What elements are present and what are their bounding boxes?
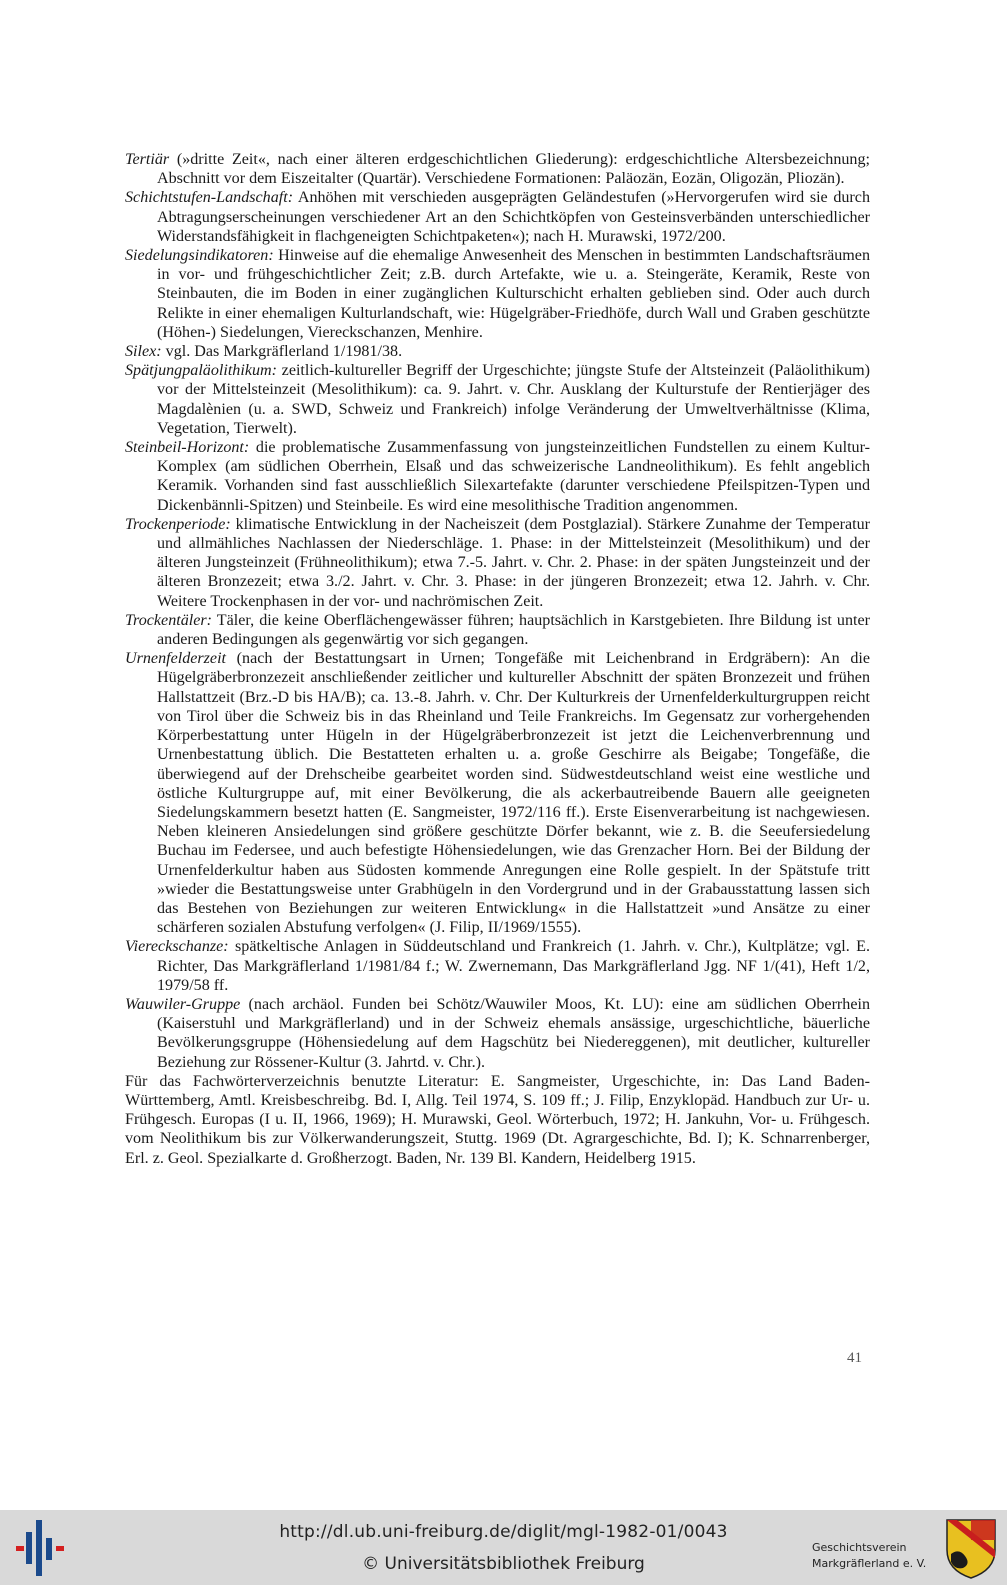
glossary-entry (125, 361, 870, 438)
literature-note: Für das Fachwörterverzeichnis benutzte Literatur: E. Sangmeister, Urgeschichte, in: Das Land Baden-Württemberg, Amtl. Kreisbeschreibg. Bd. I, Allg. Teil 1974, S. 109 ff.; J. Filip, Enzyklopäd. Handbuch zur Ur- u. Frühgesch. Europas (I u. II, 1966, 1969); H. Murawski, Geol. Wörterbuch, 1972; H. Jankuhn, Vor- u. Frühgesch. vom Neolithikum bis zur Völkerwanderungszeit, Stuttg. 1969 (Dt. Agrargeschichte, Bd. I); K. Schnarrenberger, Erl. z. Geol. Spezialkarte d. Großherzogt. Baden, Nr. 139 Bl. Kandern, Heidelberg 1915. (125, 1072, 870, 1167)
entry-term: Silex: (125, 343, 162, 361)
entry-text: (nach der Bestattungsart in Urnen; Tongefäße mit Leichenbrand in Erdgräbern): An die Hügelgräberbronzezeit anschließender zeitlicher und kultureller Abschnitt der späten Bronzezeit und frühen Hallstattzeit (Brz.-D bis HA/B); ca. 13.-8. Jahrh. v. Chr. Der Kulturkreis der Urnenfelderkulturgruppen reicht von Tirol über die Schweiz bis in das Rheinland und Teile Frankreichs. Im Gegensatz zur vorhergehenden Körperbestattung unter Hügeln in der Hügelgräberbronzezeit ist jetzt die Leichenverbrennung und Urnenbestattung üblich. Die Bestatteten erhalten u. a. große Geschirre als Beigabe; Tongefäße, die überwiegend auf der Drehscheibe gearbeitet worden sind. Südwestdeutschland weist eine westliche und östliche Kulturgruppe auf, mit einer Bevölkerung, die als ackerbautreibende Bauern alle geeigneten Siedelungskammern besetzt hatten (E. Sangmeister, 1972/116 ff.). Erste Eisenverarbeitung ist nachgewiesen. Neben kleineren Ansiedelungen sind größere geschützte Dörfer bekannt, wie z. B. die Seeufersiedelung Buchau im Federsee, und auch befestigte Höhensiedelungen, wie das Grenzacher Horn. Bei der Bildung der Urnenfelderkultur haben aus Südosten kommende Anregungen eine Rolle gespielt. In der Spätstufe tritt »wieder die Bestattungsweise unter Grabhügeln in den Vordergrund und in der Grabausstattung lassen sich das Bestehen von Beziehungen zur weiteren Entwicklung« in die Hallstattzeit »und Ansätze zu einer schärferen sozialen Abstufung verfolgen« (J. Filip, II/1969/1555). (157, 650, 870, 937)
entry-term: Tertiär (125, 151, 170, 168)
entry-term: Urnenfelderzeit (125, 650, 227, 668)
glossary-entry (125, 246, 870, 342)
glossary-entry (125, 611, 870, 649)
entry-text: (nach archäol. Funden bei Schötz/Wauwiler Moos, Kt. LU): eine am südlichen Oberrhein (Kaiserstuhl und Markgräflerland) und in der Schweiz ehemals ansässige, urgeschichtliche, bäuerliche Bevölkerungsgruppe (Höhensiedelung auf dem Hagschütz bei Niedereggenen), mit deutlicher, kultureller Beziehung zur Rössener-Kultur (3. Jahrtd. v. Chr.). (157, 995, 870, 1071)
entry-text: vgl. Das Markgräflerland 1/1981/38. (161, 343, 403, 361)
entry-text: Hinweise auf die ehemalige Anwesenheit des Menschen in bestimmten Landschaftsräumen in vor- und frühgeschichtlicher Zeit; z.B. durch Artefakte, wie u. a. Steingeräte, Keramik, Reste von Steinbauten, die im Boden in einer zugänglichen Kulturschicht erhalten geblieben sind. Oder auch durch Relikte in einer ehemaligen Kulturlandschaft, wie: Hügelgräber-Friedhöfe, durch Wall und Graben geschützte (Höhen-) Siedelungen, Viereckschanzen, Menhire. (157, 247, 870, 341)
society-name (812, 1540, 930, 1572)
entry-text: spätkeltische Anlagen in Süddeutschland und Frankreich (1. Jahrh. v. Chr.), Kultplätze; vgl. E. Richter, Das Markgräflerland 1/1981/84 f.; W. Zwernemann, Das Markgräflerland Jgg. NF 1/(41), Heft 1/2, 1979/58 ff. (157, 938, 870, 994)
entry-term: Siedelungsindikatoren: (125, 247, 274, 265)
society-line: Geschichtsverein (812, 1541, 907, 1554)
entry-text: klimatische Entwicklung in der Nacheiszeit (dem Postglazial). Stärkere Zunahme der Temperatur und allmähliches Nachlassen der Niederschläge. 1. Phase: in der Mittelsteinzeit (Mesolithikum) und der älteren Jungsteinzeit (Frühneolithikum); etwa 7.-5. Jahrt. v. Chr. 2. Phase: in der späten Jungsteinzeit und der älteren Bronzezeit; etwa 3./2. Jahrt. v. Chr. 3. Phase: in der jüngeren Bronzezeit; etwa 12. Jahrh. v. Chr. Weitere Trockenphasen in der vor- und nachrömischen Zeit. (157, 515, 870, 610)
entry-term: Trockenperiode: (125, 515, 231, 533)
page-number: 41 (847, 1350, 862, 1366)
entry-term: Trockentäler: (125, 611, 213, 629)
glossary-entry (125, 649, 870, 937)
glossary-entry (125, 188, 870, 246)
entry-text: Anhöhen mit verschieden ausgeprägten Geländestufen (»Hervorgerufen wird sie durch Abtragungserscheinungen verschiedener Art an den Schichtköpfen von Gesteinsverbänden unterschiedlicher Widerstandsfähigkeit in flachgeneigten Schichtpaketen«); nach H. Murawski, 1972/200. (157, 189, 870, 245)
entry-text: die problematische Zusammenfassung von jungsteinzeitlichen Fundstellen zu einem Kultur-Komplex (am südlichen Oberrhein, Elsaß und das schweizerische Landneolithikum). Es fehlt angeblich Keramik. Vorhanden sind fast ausschließlich Silexartefakte (darunter verschiedene Pfeilspitzen-Typen und Dickenbännli-Spitzen) und Steinbeile. Es wird eine mesolithische Tradition angenommen. (157, 439, 870, 514)
copyright-text: © Universitätsbibliothek Freiburg (362, 1554, 645, 1574)
entry-text: Täler, die keine Oberflächengewässer führen; hauptsächlich in Karstgebieten. Ihre Bildung ist unter anderen Bedingungen als gegenwärtig vor sich gegangen. (157, 611, 870, 649)
footer-bar (0, 1510, 1007, 1585)
glossary-entry (125, 995, 870, 1072)
entry-text: (»dritte Zeit«, nach einer älteren erdgeschichtlichen Gliederung): erdgeschichtliche Altersbezeichnung; Abschnitt vor dem Eiszeitalter (Quartär). Verschiedene Formationen: Paläozän, Eozän, Oligozän, Pliozän). (157, 151, 870, 188)
coat-of-arms-icon (945, 1518, 997, 1580)
society-line: Markgräflerland e. V. (812, 1557, 927, 1570)
glossary-entry (125, 937, 870, 995)
entry-text: zeitlich-kultureller Begriff der Urgeschichte; jüngste Stufe der Altsteinzeit (Paläolithikum) vor der Mittelsteinzeit (Mesolithikum): ca. 9. Jahrt. v. Chr. Ausklang der Kulturstufe der Rentierjäger des Magdalènien (u. a. SWD, Schweiz und Frankreich) infolge Veränderung der Umweltverhältnisse (Klima, Vegetation, Tierwelt). (157, 362, 870, 437)
entry-term: Steinbeil-Horizont: (125, 439, 250, 457)
glossary-entry (125, 438, 870, 515)
document-url-link[interactable]: http://dl.ub.uni-freiburg.de/diglit/mgl-1982-01/0043 (279, 1522, 728, 1542)
entry-term: Wauwiler-Gruppe (125, 995, 241, 1013)
glossary-entry (125, 515, 870, 611)
entry-term: Viereckschanze: (125, 938, 229, 956)
glossary-entry (125, 150, 870, 188)
entry-term: Spätjungpaläolithikum: (125, 362, 277, 380)
entry-term: Schichtstufen-Landschaft: (125, 189, 294, 207)
glossary-entry (125, 342, 870, 361)
glossary-body (125, 150, 870, 1168)
